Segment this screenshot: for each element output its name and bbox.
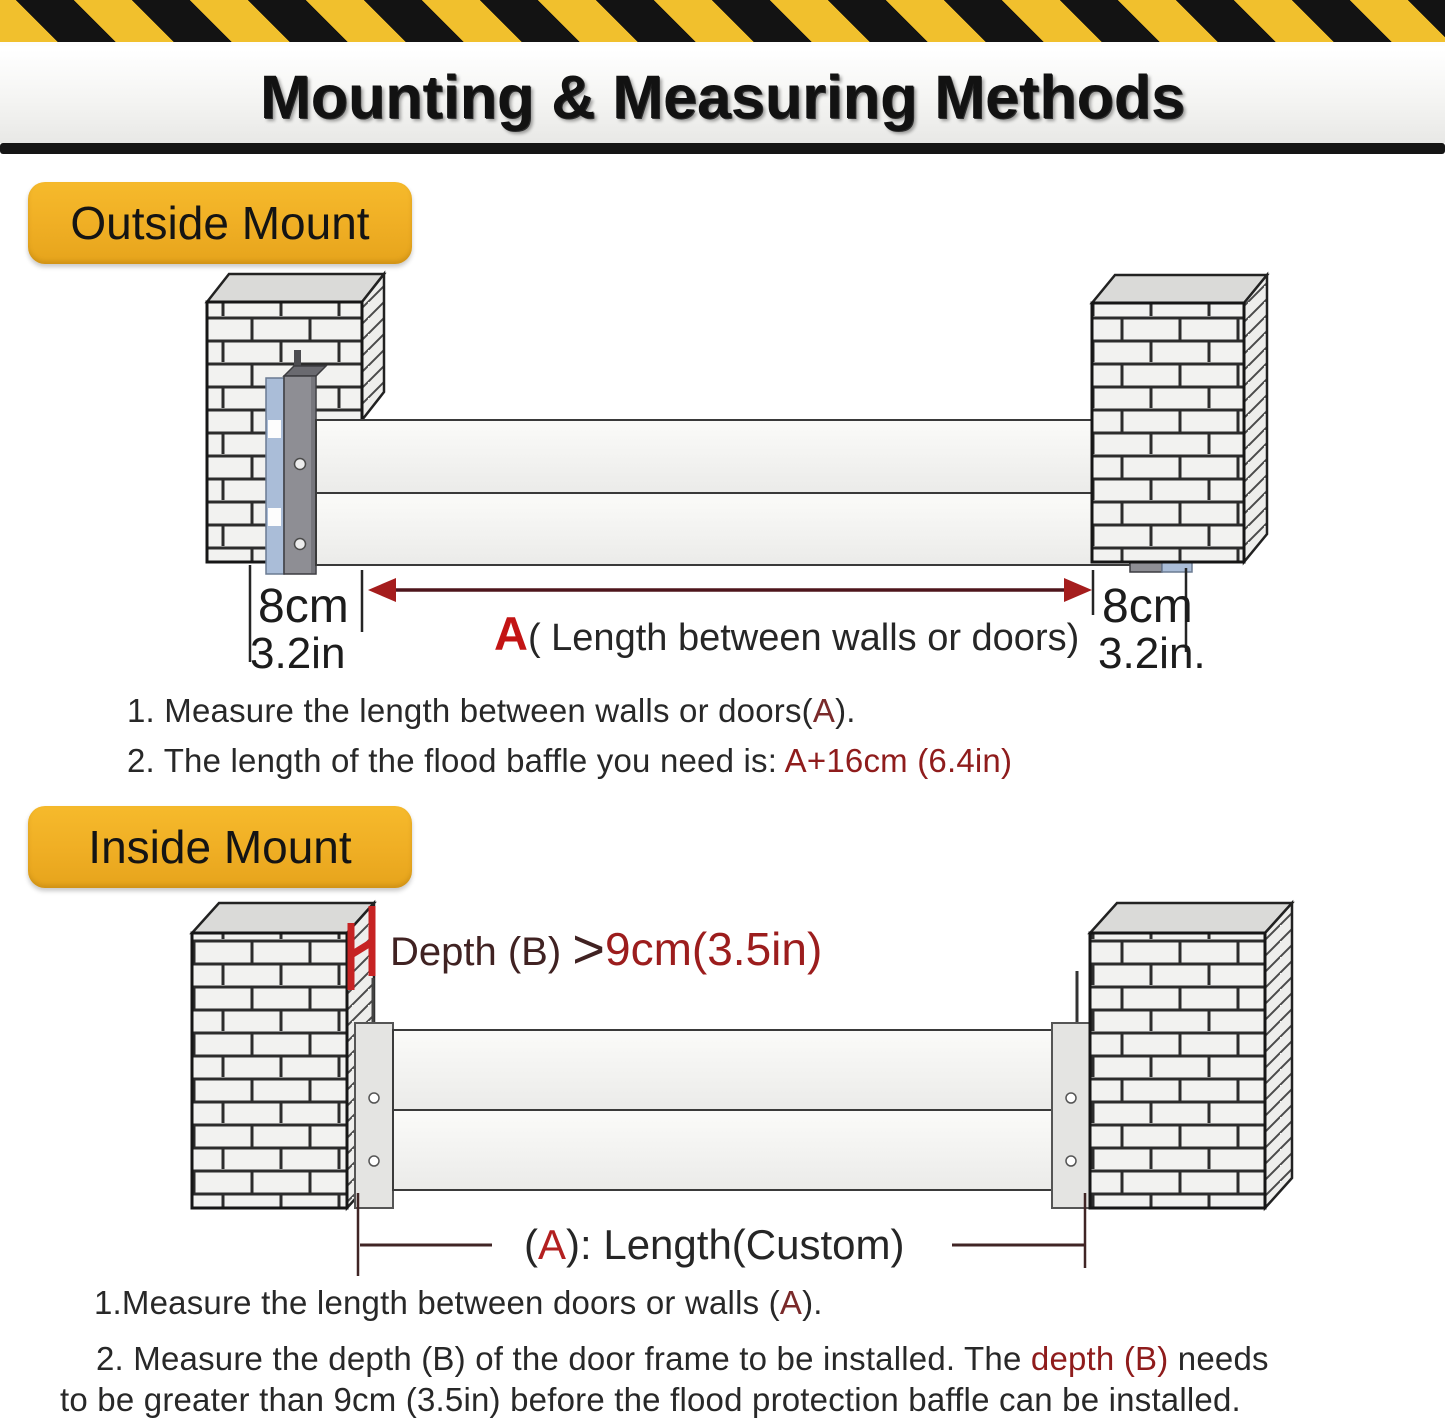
screw-hole [295, 459, 306, 470]
flood-baffle [316, 420, 1130, 565]
length-custom-label: (A): Length(Custom) [524, 1221, 905, 1268]
inside-mount-badge [28, 806, 412, 888]
arrowhead-left-icon [368, 578, 396, 602]
inside-step-2: 2. Measure the depth (B) of the door frame to be installed. The depth (B) needs [96, 1340, 1269, 1377]
right-mounting-bracket [1052, 971, 1090, 1208]
inside-mount-badge-label: Inside Mount [88, 821, 352, 873]
left-dim-inch: 3.2in [250, 629, 346, 678]
depth-label: Depth (B) >9cm(3.5in) [390, 917, 823, 980]
hazard-stripe-banner [0, 0, 1445, 46]
flood-baffle [393, 1030, 1060, 1190]
title-band [0, 50, 1445, 143]
outside-mount-badge-label: Outside Mount [70, 197, 370, 249]
span-length-label: A( Length between walls or doors) [494, 607, 1080, 660]
baffle-panel-top [316, 420, 1130, 493]
left-pillar [192, 903, 374, 1208]
outside-mount-badge [28, 182, 412, 264]
screw-hole [369, 1156, 379, 1166]
dimension-annotation [250, 565, 1206, 678]
baffle-panel-bottom [393, 1110, 1060, 1190]
baffle-panel-bottom [316, 493, 1130, 565]
left-mounting-bracket [355, 1023, 393, 1208]
right-pillar [1092, 275, 1267, 562]
left-dim-cm: 8cm [258, 580, 349, 633]
screw-hole [1066, 1093, 1076, 1103]
length-annotation [358, 1193, 1085, 1276]
title-underline-bar [0, 143, 1445, 154]
baffle-panel-top [393, 1030, 1060, 1110]
right-pillar [1090, 903, 1292, 1208]
outside-step-2: 2. The length of the flood baffle you need is: A+16cm (6.4in) [127, 742, 1013, 779]
page-title: Mounting & Measuring Methods [259, 62, 1186, 131]
arrowhead-right-icon [1064, 578, 1092, 602]
screw-hole [295, 539, 306, 550]
screw-hole [1066, 1156, 1076, 1166]
outside-step-1: 1. Measure the length between walls or doors(A). [127, 692, 856, 729]
outside-mount-diagram [0, 270, 1445, 680]
inside-mount-diagram [0, 893, 1445, 1285]
screw-hole [369, 1093, 379, 1103]
right-dim-cm: 8cm [1102, 580, 1193, 633]
inside-step-2-continued: to be greater than 9cm (3.5in) before the flood protection baffle can be installed. [60, 1381, 1241, 1418]
right-dim-inch: 3.2in. [1098, 629, 1206, 678]
inside-step-1: 1.Measure the length between doors or walls (A). [94, 1284, 823, 1321]
